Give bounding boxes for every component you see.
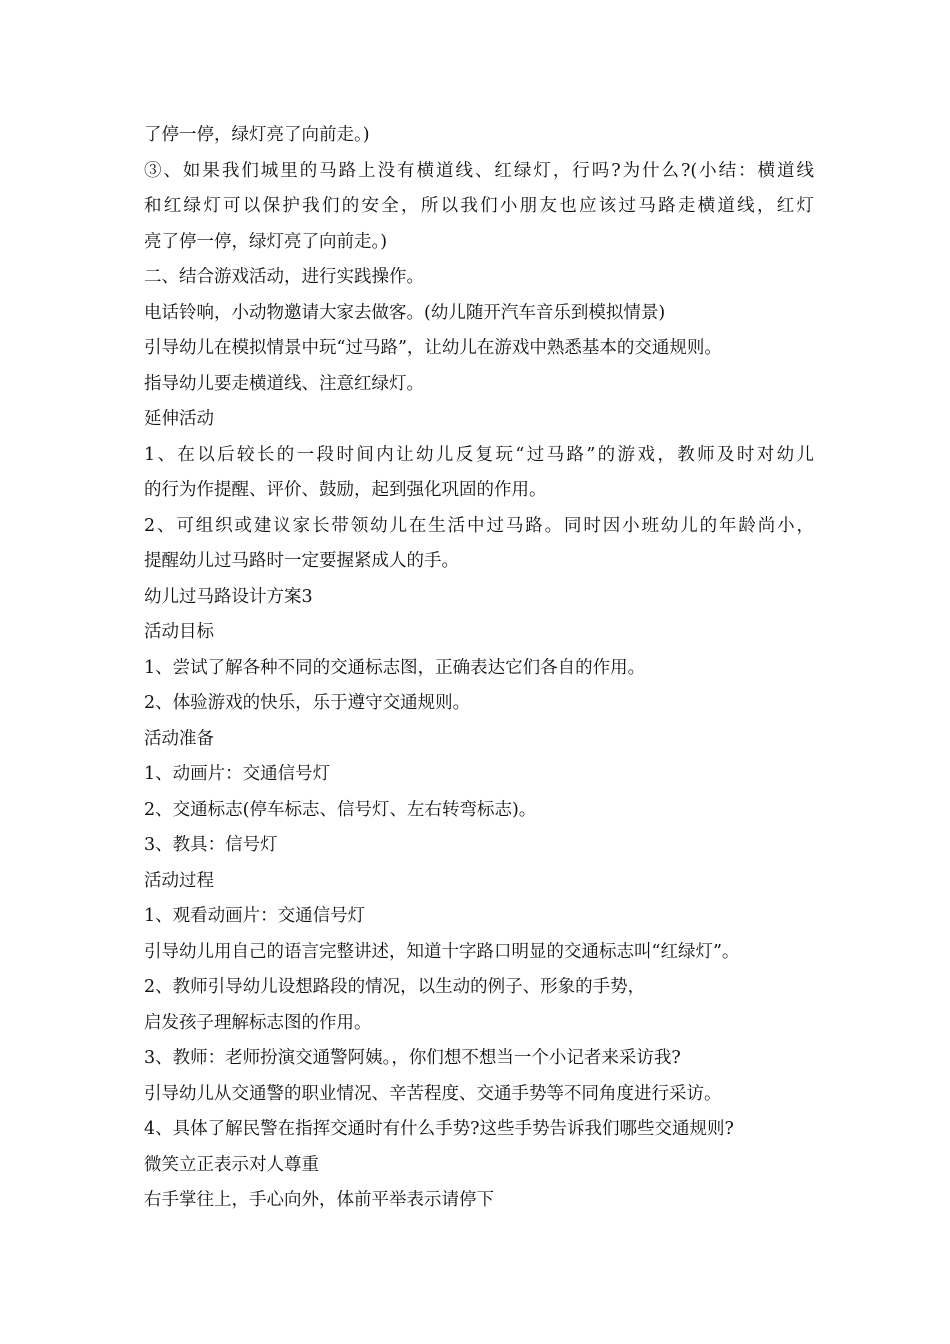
text-line: 1、观看动画片：交通信号灯 [144, 906, 366, 926]
text-line: 引导幼儿用自己的语言完整讲述，知道十字路口明显的交通标志叫“红绿灯”。 [144, 941, 740, 962]
document-body [144, 118, 814, 1219]
text-line: 和红绿灯可以保护我们的安全，所以我们小朋友也应该过马路走横道线，红灯 [144, 196, 814, 216]
text-line: 2、可组织或建议家长带领幼儿在生活中过马路。同时因小班幼儿的年龄尚小， [144, 515, 814, 536]
text-line: 2、教师引导幼儿设想路段的情况，以生动的例子、形象的手势， [144, 977, 646, 997]
text-line: 1、尝试了解各种不同的交通标志图，正确表达它们各自的作用。 [144, 657, 646, 678]
section-heading: 二、结合游戏活动，进行实践操作。 [144, 267, 424, 287]
text-line: 了停一停，绿灯亮了向前走。) [144, 125, 370, 145]
text-line: 电话铃响，小动物邀请大家去做客。(幼儿随开汽车音乐到模拟情景) [144, 302, 666, 323]
text-line: 3、教具：信号灯 [144, 835, 278, 855]
text-line: ③、如果我们城里的马路上没有横道线、红绿灯，行吗?为什么?(小结：横道线 [144, 160, 814, 181]
text-line: 4、具体了解民警在指挥交通时有什么手势?这些手势告诉我们哪些交通规则? [144, 1119, 734, 1139]
section-heading: 活动目标 [144, 622, 214, 642]
plan-title: 幼儿过马路设计方案3 [144, 586, 313, 607]
text-line: 1、动画片：交通信号灯 [144, 764, 331, 784]
section-heading: 延伸活动 [144, 409, 214, 429]
text-line: 3、教师：老师扮演交通警阿姨。，你们想不想当一个小记者来采访我? [144, 1048, 681, 1068]
text-line: 启发孩子理解标志图的作用。 [144, 1012, 372, 1033]
text-line: 的行为作提醒、评价、鼓励，起到强化巩固的作用。 [144, 480, 547, 500]
text-line: 右手掌往上，手心向外，体前平举表示请停下 [144, 1190, 494, 1210]
text-line: 2、交通标志(停车标志、信号灯、左右转弯标志)。 [144, 799, 537, 820]
text-line: 引导幼儿在模拟情景中玩“过马路”，让幼儿在游戏中熟悉基本的交通规则。 [144, 338, 722, 358]
text-line: 微笑立正表示对人尊重 [144, 1154, 319, 1175]
text-line: 引导幼儿从交通警的职业情况、辛苦程度、交通手势等不同角度进行采访。 [144, 1083, 722, 1104]
text-line: 亮了停一停，绿灯亮了向前走。) [144, 231, 388, 252]
text-line: 1、在以后较长的一段时间内让幼儿反复玩“过马路”的游戏，教师及时对幼儿 [144, 444, 814, 465]
section-heading: 活动准备 [144, 728, 214, 749]
text-line: 提醒幼儿过马路时一定要握紧成人的手。 [144, 551, 459, 571]
section-heading: 活动过程 [144, 870, 214, 891]
text-line: 2、体验游戏的快乐，乐于遵守交通规则。 [144, 693, 471, 713]
text-line: 指导幼儿要走横道线、注意红绿灯。 [144, 373, 424, 394]
